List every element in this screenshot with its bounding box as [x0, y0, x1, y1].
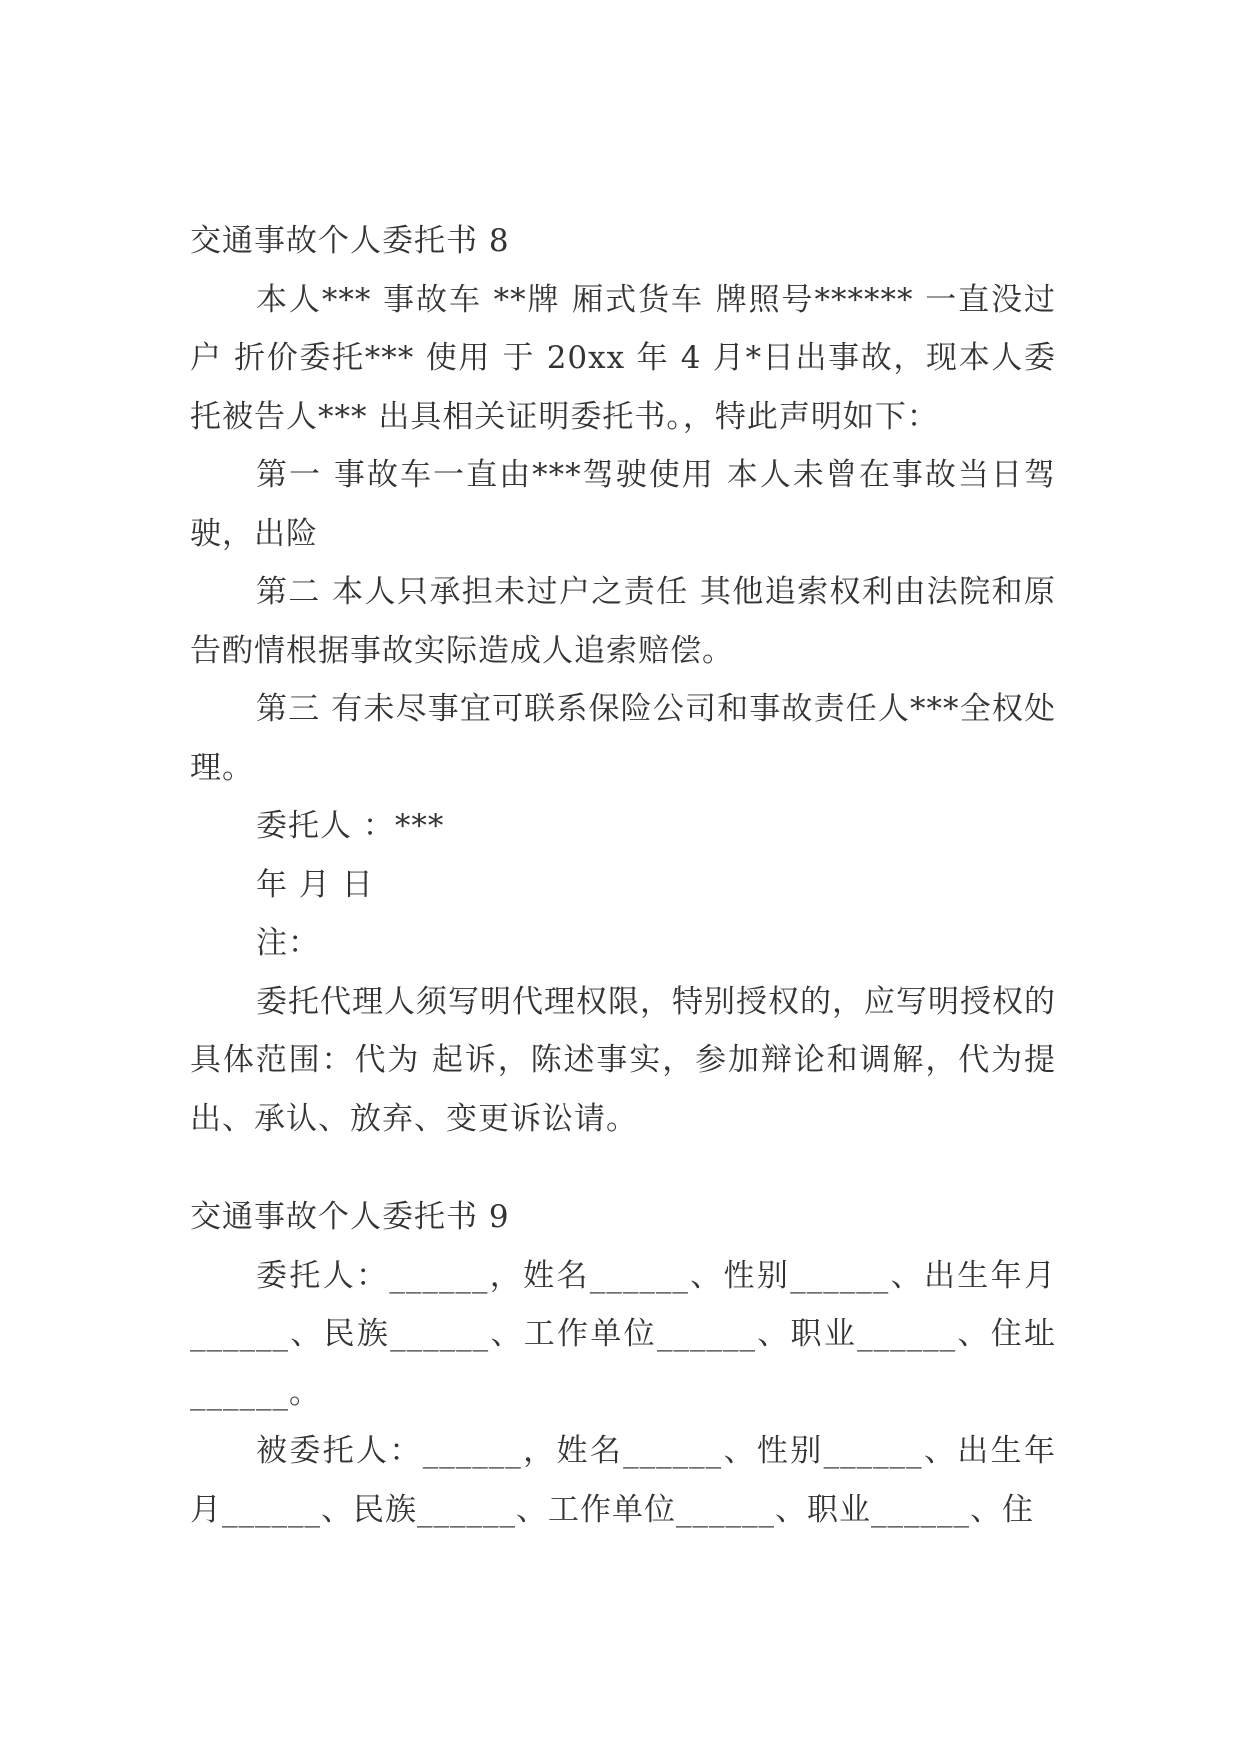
- section-8-paragraph-1: 本人*** 事故车 **牌 厢式货车 牌照号****** 一直没过户 折价委托*** 使用 于 20xx 年 4 月*日出事故，现本人委托被告人*** 出具相关证明委托书。，特此声明如下：: [190, 281, 1056, 435]
- section-8-signer: 委托人 ：***: [256, 808, 445, 844]
- section-9-paragraph-2: 被委托人：______，姓名______、性别______、出生年月______、民族______、工作单位______、职业______、住: [190, 1433, 1056, 1528]
- section-9-title: 交通事故个人委托书 9: [190, 1199, 510, 1235]
- document-body: [190, 212, 1056, 1539]
- section-8: [190, 212, 1056, 1148]
- section-8-note-label: 注：: [256, 925, 320, 961]
- section-8-date: 年 月 日: [256, 866, 374, 903]
- section-8-paragraph-3: 第二 本人只承担未过户之责任 其他追索权利由法院和原告酌情根据事故实际造成人追索赔偿。: [190, 574, 1056, 669]
- section-8-title: 交通事故个人委托书 8: [190, 223, 510, 259]
- section-9-paragraph-1: 委托人：______，姓名______、性别______、出生年月______、民族______、工作单位______、职业______、住址______。: [190, 1257, 1056, 1411]
- section-9: [190, 1188, 1056, 1539]
- section-8-paragraph-2: 第一 事故车一直由***驾驶使用 本人未曾在事故当日驾驶，出险: [190, 457, 1056, 552]
- section-8-paragraph-4: 第三 有未尽事宜可联系保险公司和事故责任人***全权处理。: [190, 691, 1056, 786]
- section-8-note-text: 委托代理人须写明代理权限，特别授权的，应写明授权的具体范围：代为 起诉，陈述事实，参加辩论和调解，代为提出、承认、放弃、变更诉讼请。: [190, 983, 1056, 1137]
